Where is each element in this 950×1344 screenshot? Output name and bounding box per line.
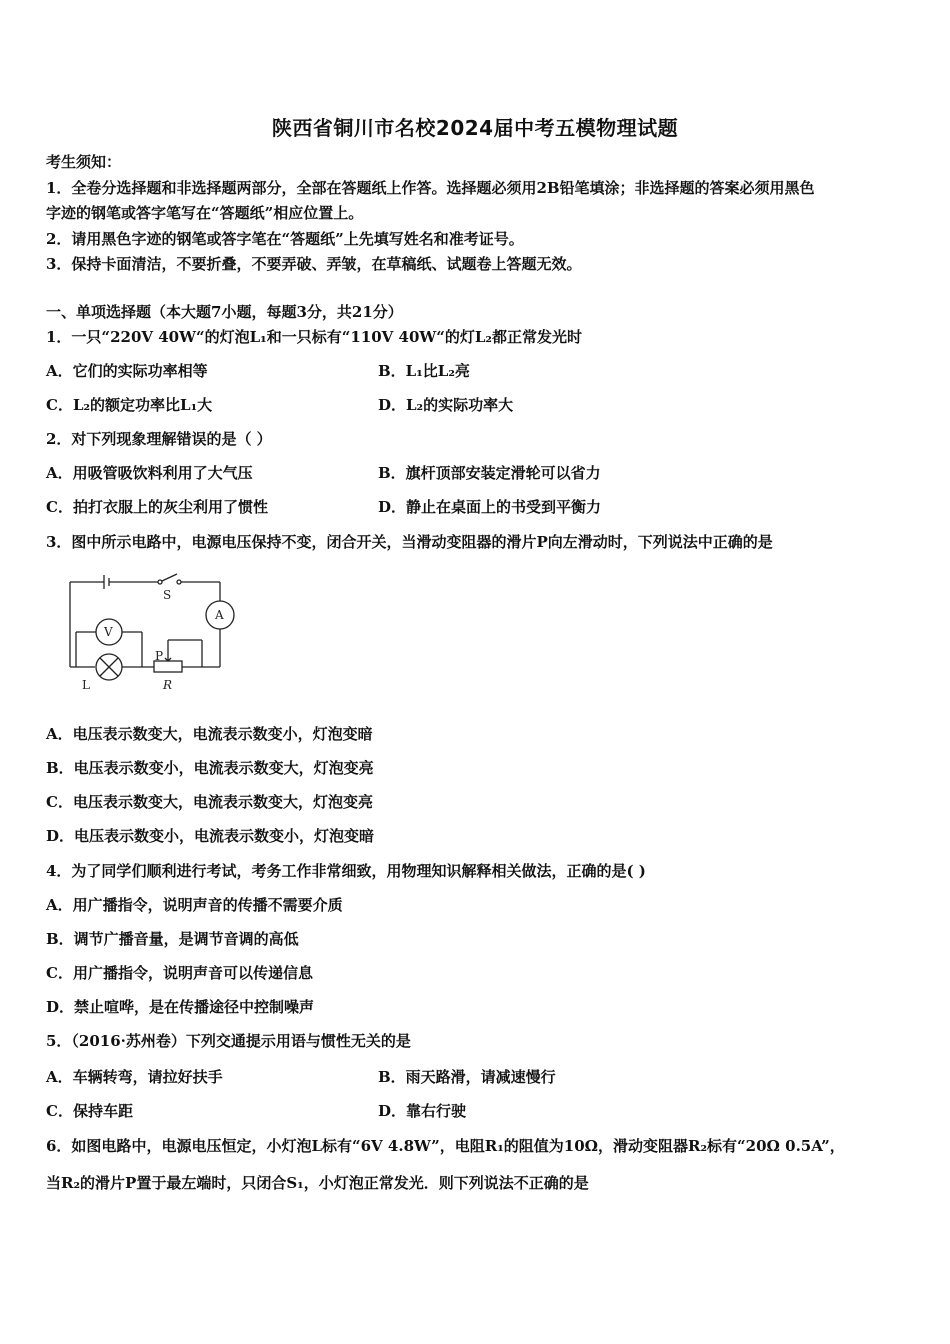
notice-line-1: 1．全卷分选择题和非选择题两部分，全部在答题纸上作答。选择题必须用2B铅笔填涂；非选择题的答案必须用黑色: [46, 179, 815, 197]
q6-line-1: 6．如图电路中，电源电压恒定，小灯泡L标有“6V 4.8W”，电阻R₁的阻值为10Ω，滑动变阻器R₂标有“20Ω 0.5A”，: [46, 1137, 845, 1155]
q2-option-d: D．静止在桌面上的书受到平衡力: [378, 498, 602, 516]
section-heading: 一、单项选择题（本大题7小题，每题3分，共21分）: [46, 303, 403, 321]
rheostat-label: R: [163, 678, 173, 692]
q6-line-2: 当R₂的滑片P置于最左端时，只闭合S₁，小灯泡正常发光．则下列说法不正确的是: [46, 1174, 589, 1192]
q5-stem: 5．（2016·苏州卷）下列交通提示用语与惯性无关的是: [46, 1032, 411, 1050]
q3-option-d: D．电压表示数变小，电流表示数变小，灯泡变暗: [46, 827, 375, 845]
q1-stem: 1．一只“220V 40W“的灯泡L₁和一只标有“110V 40W“的灯L₂都正常发光时: [46, 328, 582, 346]
switch-blade: [162, 574, 177, 581]
q5-option-b: B．雨天路滑，请减速慢行: [378, 1068, 556, 1086]
q5-option-c: C．保持车距: [46, 1102, 133, 1120]
notice-line-3: 2．请用黑色字迹的钢笔或答字笔在“答题纸”上先填写姓名和准考证号。: [46, 230, 524, 248]
q3-option-b: B．电压表示数变小，电流表示数变大，灯泡变亮: [46, 759, 374, 777]
q2-stem: 2．对下列现象理解错误的是（ ）: [46, 430, 272, 448]
q1-option-c: C．L₂的额定功率比L₁大: [46, 396, 213, 414]
switch-pivot-right: [177, 580, 181, 584]
lamp-label: L: [82, 678, 90, 692]
q3-stem: 3．图中所示电路中，电源电压保持不变，闭合开关，当滑动变阻器的滑片P向左滑动时，下列说法中正确的是: [46, 533, 773, 551]
q4-option-d: D．禁止喧哗，是在传播途径中控制噪声: [46, 998, 315, 1016]
q4-option-a: A．用广播指令，说明声音的传播不需要介质: [46, 896, 343, 914]
q1-option-a: A．它们的实际功率相等: [46, 362, 208, 380]
q4-option-b: B．调节广播音量，是调节音调的高低: [46, 930, 299, 948]
q2-option-a: A．用吸管吸饮料利用了大气压: [46, 464, 253, 482]
q1-option-b: B．L₁比L₂亮: [378, 362, 470, 380]
q4-stem: 4．为了同学们顺利进行考试，考务工作非常细致，用物理知识解释相关做法，正确的是( ): [46, 862, 646, 880]
switch-label: S: [163, 588, 172, 602]
q3-option-a: A．电压表示数变大，电流表示数变小，灯泡变暗: [46, 725, 373, 743]
q1-option-d: D．L₂的实际功率大: [378, 396, 514, 414]
slider-label: P: [155, 649, 164, 663]
notice-line-2: 字迹的钢笔或答字笔写在“答题纸”相应位置上。: [46, 204, 364, 222]
q5-option-a: A．车辆转弯，请拉好扶手: [46, 1068, 223, 1086]
ammeter-label: A: [215, 608, 224, 622]
notice-heading: 考生须知：: [46, 153, 122, 171]
switch-pivot-left: [158, 580, 162, 584]
q4-option-c: C．用广播指令，说明声音可以传递信息: [46, 964, 313, 982]
notice-line-4: 3．保持卡面清洁，不要折叠，不要弄破、弄皱，在草稿纸、试题卷上答题无效。: [46, 255, 582, 273]
page-title: 陕西省铜川市名校2024届中考五模物理试题: [271, 116, 679, 140]
q3-option-c: C．电压表示数变大，电流表示数变大，灯泡变亮: [46, 793, 373, 811]
voltmeter-label: V: [104, 625, 113, 639]
q5-option-d: D．靠右行驶: [378, 1102, 467, 1120]
q2-option-b: B．旗杆顶部安装定滑轮可以省力: [378, 464, 601, 482]
q2-option-c: C．拍打衣服上的灰尘利用了惯性: [46, 498, 268, 516]
circuit-diagram: [62, 570, 242, 695]
